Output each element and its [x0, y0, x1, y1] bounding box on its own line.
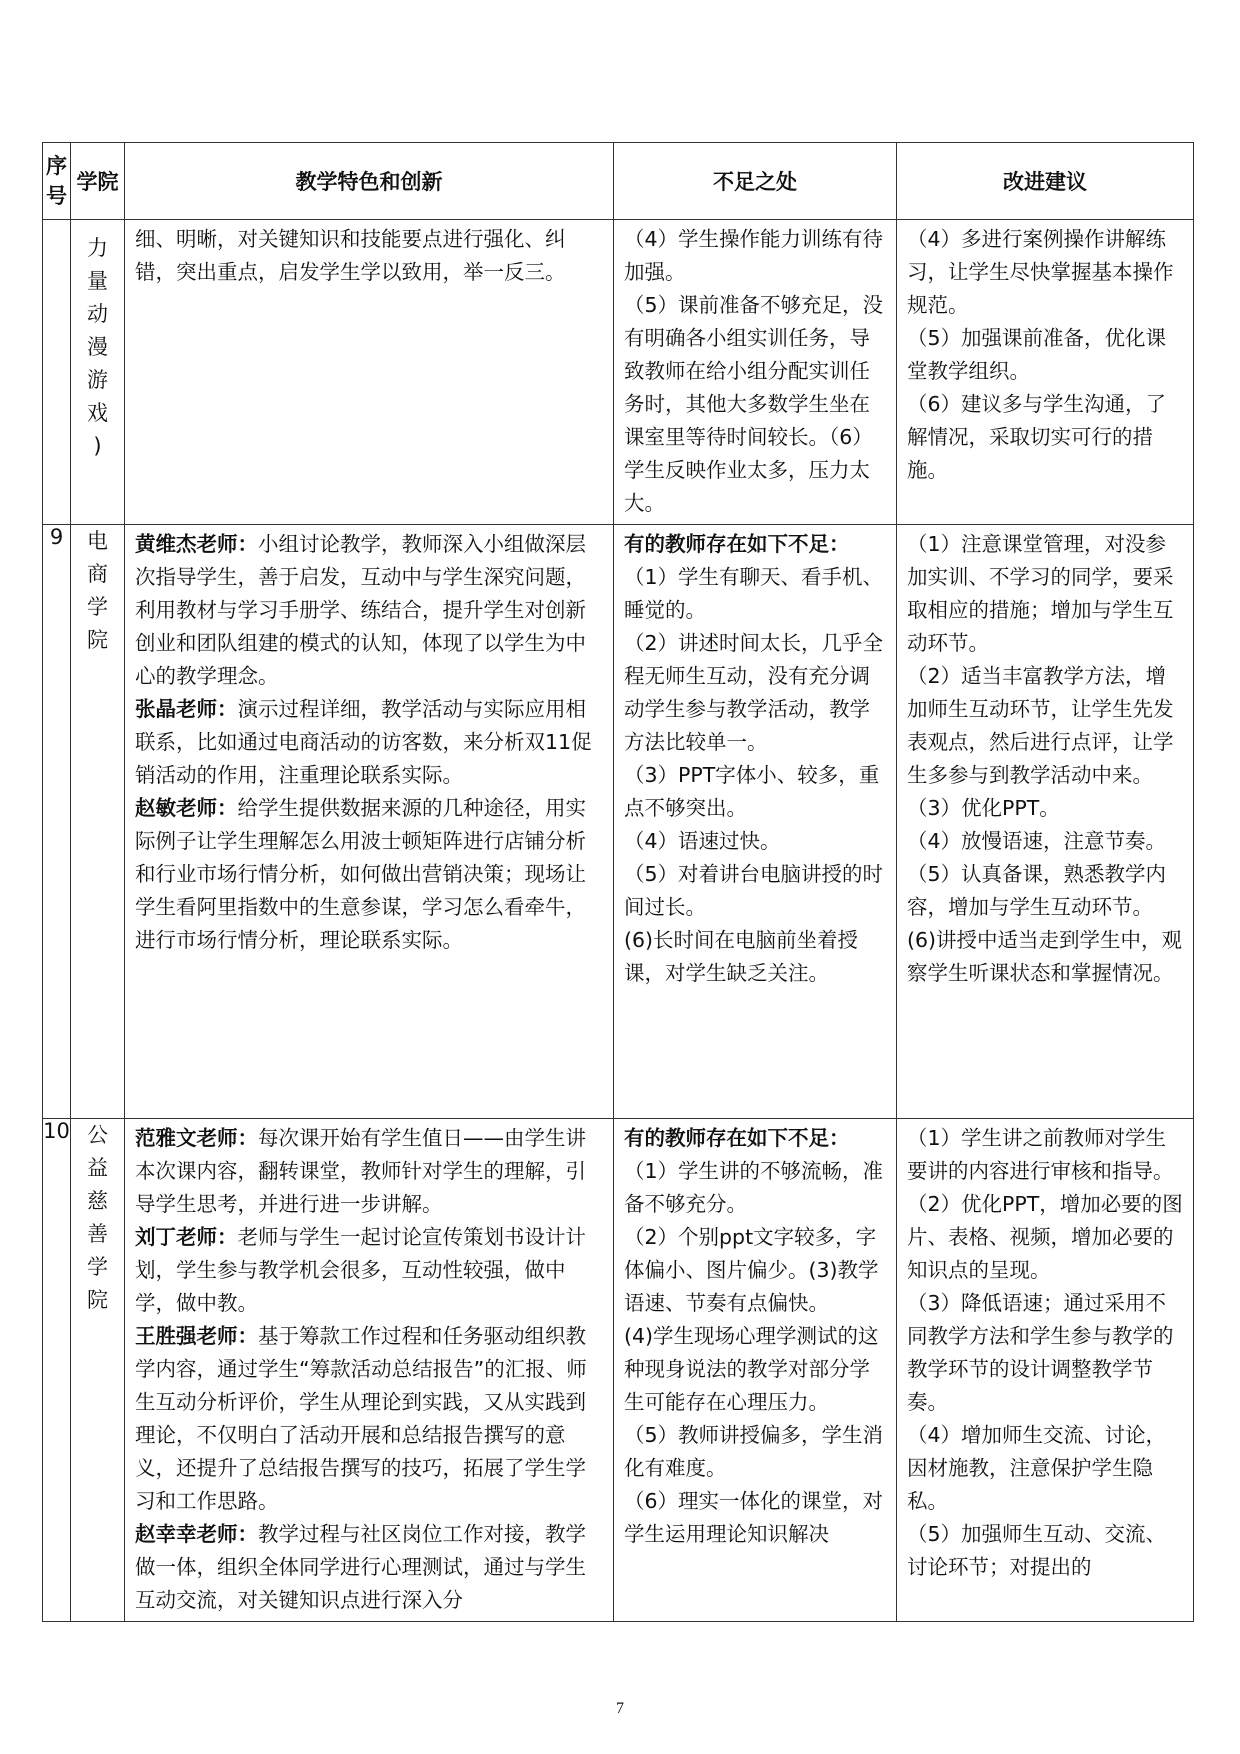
shortcoming-item: （1）学生有聊天、看手机、睡觉的。: [624, 565, 884, 622]
feature-entry: 黄维杰老师：小组讨论教学，教师深入小组做深层次指导学生，善于启发，互动中与学生深究问题，利用教材与学习手册学、练结合，提升学生对创新创业和团队组建的模式的认知，体现了以学生为中心的教学理念。: [135, 532, 586, 688]
suggestion-item: （4）增加师生交流、讨论，因材施教，注意保护学生隐私。: [907, 1423, 1167, 1513]
college-cell: [71, 525, 125, 1119]
teacher-name: 张晶老师：: [135, 697, 238, 721]
table-header-row: [43, 143, 1194, 220]
suggestion-item: （1）学生讲之前教师对学生要讲的内容进行审核和指导。: [907, 1126, 1174, 1183]
shortcomings-lead: 有的教师存在如下不足：: [624, 532, 850, 556]
shortcoming-item: (6)长时间在电脑前坐着授课，对学生缺乏关注。: [624, 928, 859, 985]
suggestion-item: （3）优化PPT。: [907, 796, 1060, 820]
feature-entry: 赵幸幸老师：教学过程与社区岗位工作对接，教学做一体，组织全体同学进行心理测试，通过与学生互动交流，对关键知识点进行深入分: [135, 1522, 586, 1612]
suggestion-item: （5）加强师生互动、交流、讨论环节；对提出的: [907, 1522, 1167, 1579]
header-features: 教学特色和创新: [125, 143, 614, 220]
features-cell: [125, 1119, 614, 1622]
feature-entry: 刘丁老师：老师与学生一起讨论宣传策划书设计计划，学生参与教学机会很多，互动性较强，做中学，做中教。: [135, 1225, 586, 1315]
suggestion-item: （2）优化PPT，增加必要的图片、表格、视频，增加必要的知识点的呈现。: [907, 1192, 1183, 1282]
features-cell: [125, 525, 614, 1119]
suggestion-item: （5）加强课前准备，优化课堂教学组织。: [907, 326, 1167, 383]
shortcomings-lead: 有的教师存在如下不足：: [624, 1126, 850, 1150]
college-cell: [71, 220, 125, 525]
suggestion-item: （3）降低语速；通过采用不同教学方法和学生参与教学的教学环节的设计调整教学节奏。: [907, 1291, 1174, 1414]
page-number: 7: [616, 1700, 624, 1717]
shortcoming-item: （6）理实一体化的课堂，对学生运用理论知识解决: [624, 1489, 884, 1546]
shortcoming-item: （1）学生讲的不够流畅，准备不够充分。: [624, 1159, 884, 1216]
serial-number-cell: 10: [43, 1119, 71, 1622]
suggestion-item: （6）建议多与学生沟通，了解情况，采取切实可行的措施。: [907, 392, 1167, 482]
suggestion-item: （4）多进行案例操作讲解练习，让学生尽快掌握基本操作规范。: [907, 227, 1174, 317]
features-cell: [125, 220, 614, 525]
shortcoming-item: (4)学生现场心理学测试的这种现身说法的教学对部分学生可能存在心理压力。: [624, 1324, 879, 1414]
shortcoming-item: （4）学生操作能力训练有待加强。: [624, 227, 884, 284]
shortcoming-item: （3）PPT字体小、较多，重点不够突出。: [624, 763, 880, 820]
feature-entry: 张晶老师：演示过程详细，教学活动与实际应用相联系，比如通过电商活动的访客数，来分析双11促销活动的作用，注重理论联系实际。: [135, 697, 592, 787]
feature-entry: 范雅文老师：每次课开始有学生值日——由学生讲本次课内容，翻转课堂，教师针对学生的理解，引导学生思考，并进行进一步讲解。: [135, 1126, 586, 1216]
header-suggestions: 改进建议: [897, 143, 1194, 220]
table-row: [43, 220, 1194, 525]
header-serial-number: 序号: [43, 143, 71, 220]
shortcomings-cell: [614, 1119, 897, 1622]
suggestion-item: （1）注意课堂管理，对没参加实训、不学习的同学，要采取相应的措施；增加与学生互动环节。: [907, 532, 1174, 655]
suggestion-item: （2）适当丰富教学方法，增加师生互动环节，让学生先发表观点，然后进行点评，让学生多参与到教学活动中来。: [907, 664, 1174, 787]
evaluation-table: [42, 142, 1194, 1622]
teacher-name: 赵幸幸老师：: [135, 1522, 258, 1546]
college-name: 电 商 学 院: [87, 529, 108, 652]
shortcoming-item: （2）讲述时间太长，几乎全程无师生互动，没有充分调动学生参与教学活动，教学方法比较单一。: [624, 631, 884, 754]
teacher-name: 刘丁老师：: [135, 1225, 238, 1249]
shortcoming-item: （5）对着讲台电脑讲授的时间过长。: [624, 862, 884, 919]
teacher-name: 王胜强老师：: [135, 1324, 258, 1348]
college-cell: [71, 1119, 125, 1622]
shortcoming-item: （5）教师讲授偏多，学生消化有难度。: [624, 1423, 884, 1480]
shortcomings-cell: [614, 525, 897, 1119]
suggestions-cell: [897, 1119, 1194, 1622]
shortcoming-item: （4）语速过快。: [624, 829, 781, 853]
serial-number-cell: 9: [43, 525, 71, 1119]
header-shortcomings: 不足之处: [614, 143, 897, 220]
table-row: [43, 1119, 1194, 1622]
college-name: 公 益 慈 善 学 院: [87, 1123, 108, 1312]
shortcoming-item: （5）课前准备不够充足，没有明确各小组实训任务，导致教师在给小组分配实训任务时，其他大多数学生坐在课室里等待时间较长。（6）学生反映作业太多，压力太大。: [624, 293, 884, 515]
teacher-name: 范雅文老师：: [135, 1126, 258, 1150]
teacher-name: 赵敏老师：: [135, 796, 238, 820]
college-name: 力 量 动 漫 游 戏 ): [87, 236, 108, 458]
suggestions-cell: [897, 220, 1194, 525]
suggestion-item: （4）放慢语速，注意节奏。: [907, 829, 1167, 853]
header-college: 学院: [71, 143, 125, 220]
feature-entry: 王胜强老师：基于筹款工作过程和任务驱动组织教学内容，通过学生“筹款活动总结报告”的汇报、师生互动分析评价，学生从理论到实践，又从实践到理论，不仅明白了活动开展和总结报告撰写的意义，还提升了总结报告撰写的技巧，拓展了学生学习和工作思路。: [135, 1324, 587, 1513]
shortcoming-item: （2）个别ppt文字较多，字体偏小、图片偏少。(3)教学语速、节奏有点偏快。: [624, 1225, 879, 1315]
serial-number-cell: [43, 220, 71, 525]
suggestions-cell: [897, 525, 1194, 1119]
teacher-name: 黄维杰老师：: [135, 532, 258, 556]
suggestion-item: （5）认真备课，熟悉教学内容，增加与学生互动环节。: [907, 862, 1167, 919]
feature-entry: 细、明晰，对关键知识和技能要点进行强化、纠错，突出重点，启发学生学以致用，举一反三。: [135, 227, 566, 284]
shortcomings-cell: [614, 220, 897, 525]
suggestion-item: (6)讲授中适当走到学生中，观察学生听课状态和掌握情况。: [907, 928, 1183, 985]
feature-entry: 赵敏老师：给学生提供数据来源的几种途径，用实际例子让学生理解怎么用波士顿矩阵进行店铺分析和行业市场行情分析，如何做出营销决策；现场让学生看阿里指数中的生意参谋，学习怎么看牵牛，进行市场行情分析，理论联系实际。: [135, 796, 586, 952]
table-row: [43, 525, 1194, 1119]
